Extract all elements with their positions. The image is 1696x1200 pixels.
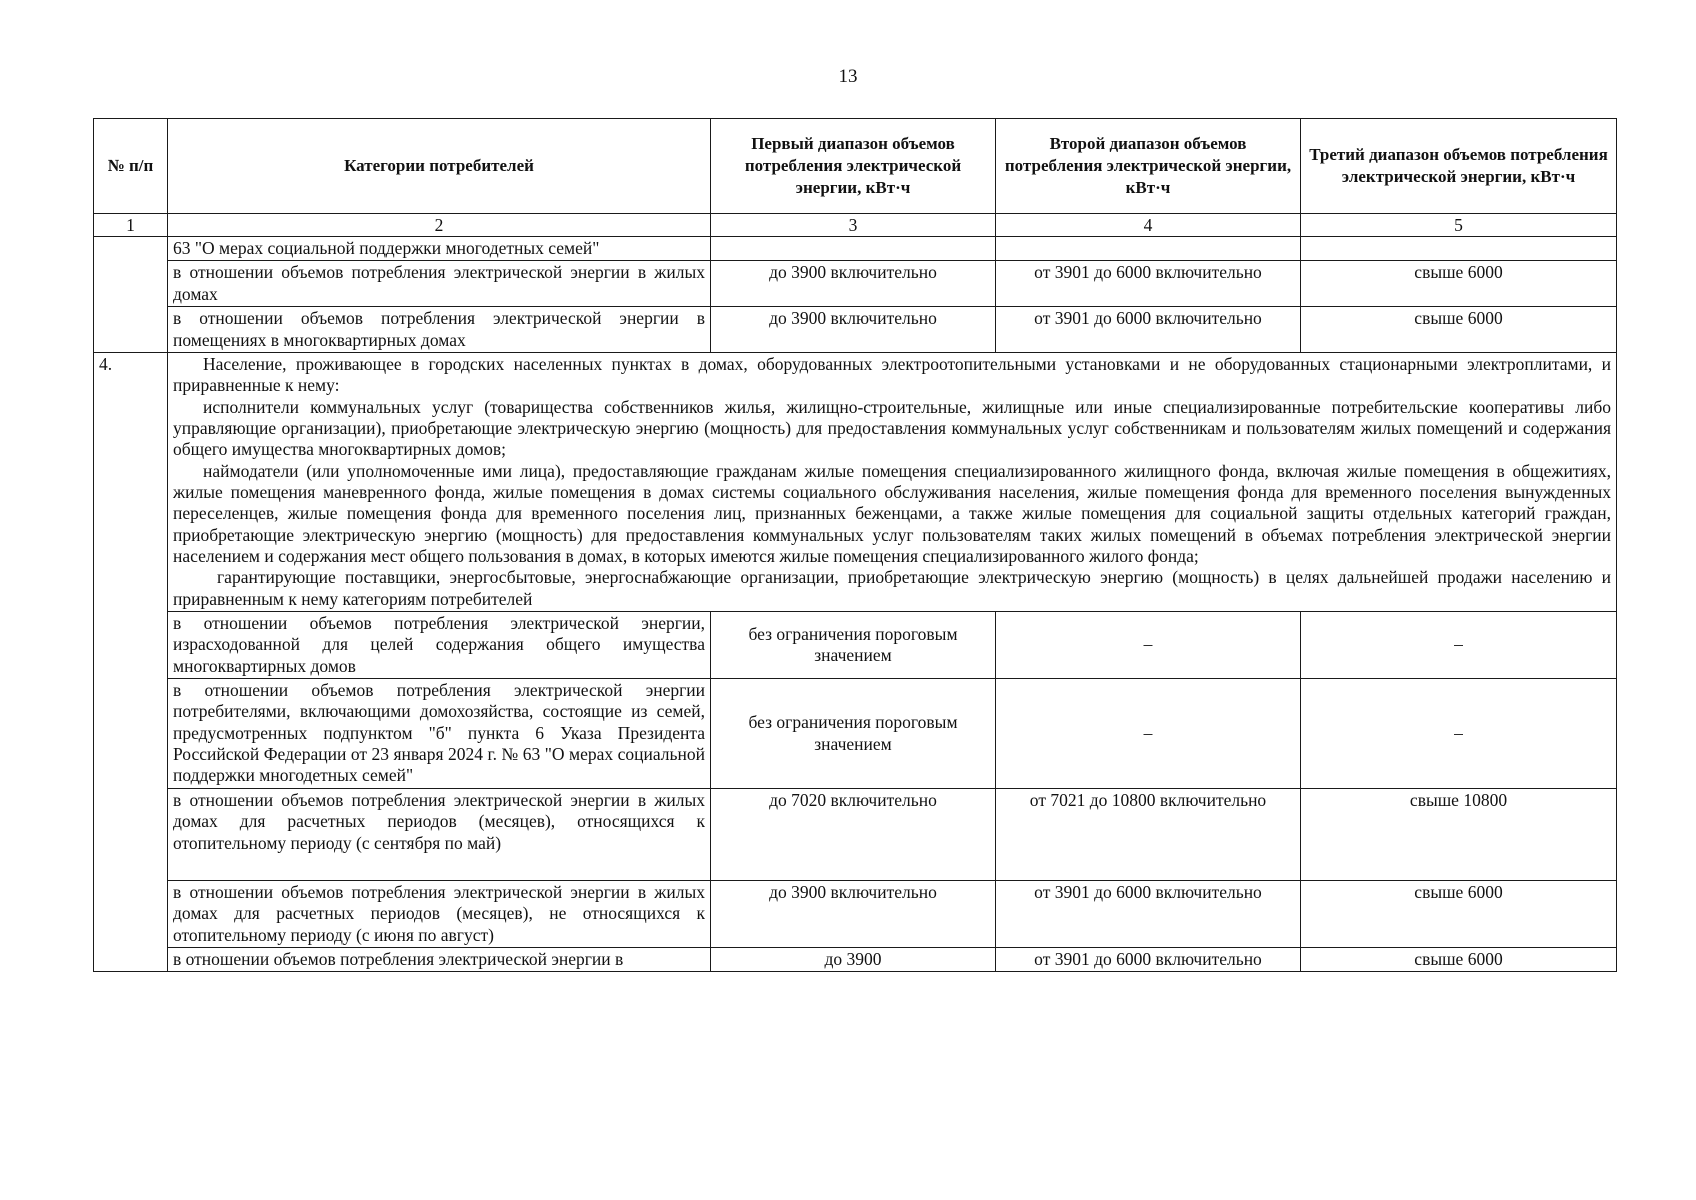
page-number: 13 xyxy=(838,66,858,87)
tariff-table xyxy=(93,118,1617,972)
second-range-cell: от 3901 до 6000 включительно xyxy=(996,307,1301,353)
column-number: 2 xyxy=(168,214,711,237)
table-header-row xyxy=(94,119,1617,214)
first-range-cell: до 7020 включительно xyxy=(711,789,996,881)
group-paragraph: гарантирующие поставщики, энергосбытовые, энергоснабжающие организации, приобретающие электрическую энергию (мощность) в целях дальнейшей продажи населению и приравненным к нему категориям потребителей xyxy=(173,567,1611,609)
group-header-row xyxy=(94,352,1617,611)
group-paragraph: исполнители коммунальных услуг (товарищества собственников жилья, жилищно-строительные, жилищные или иные специализированные потребительские кооперативы либо управляющие организации), приобретающие электрическую энергию (мощность) для предоставления коммунальных услуг собственникам и пользователям жилых помещений и содержания общего имущества многоквартирных домов; xyxy=(173,396,1611,460)
column-number: 1 xyxy=(94,214,168,237)
third-range-cell: свыше 10800 xyxy=(1301,789,1617,881)
third-range-cell: свыше 6000 xyxy=(1301,948,1617,972)
table-row xyxy=(94,789,1617,881)
first-range-cell: до 3900 включительно xyxy=(711,307,996,353)
second-range-cell xyxy=(996,237,1301,261)
header-second-range: Второй диапазон объемов потребления электрической энергии, кВт·ч xyxy=(996,119,1301,214)
header-third-range: Третий диапазон объемов потребления электрической энергии, кВт·ч xyxy=(1301,119,1617,214)
second-range-cell: – xyxy=(996,679,1301,789)
number-cell xyxy=(94,237,168,353)
group-paragraph: Население, проживающее в городских населенных пунктах в домах, оборудованных электроотопительными установками и не оборудованных стационарными электроплитами, и приравненные к нему: xyxy=(173,353,1611,396)
table-row xyxy=(94,611,1617,678)
column-number: 5 xyxy=(1301,214,1617,237)
first-range-cell: до 3900 включительно xyxy=(711,261,996,307)
third-range-cell: – xyxy=(1301,679,1617,789)
header-first-range: Первый диапазон объемов потребления электрической энергии, кВт·ч xyxy=(711,119,996,214)
column-number-row xyxy=(94,214,1617,237)
category-cell: в отношении объемов потребления электрической энергии, израсходованной для целей содержания общего имущества многоквартирных домов xyxy=(168,611,711,678)
table-row xyxy=(94,948,1617,972)
header-number: № п/п xyxy=(94,119,168,214)
third-range-cell: свыше 6000 xyxy=(1301,881,1617,948)
group-number: 4. xyxy=(94,352,168,972)
table-row xyxy=(94,237,1617,261)
group-description xyxy=(168,352,1617,611)
first-range-cell: без ограничения пороговым значением xyxy=(711,611,996,678)
table-row xyxy=(94,261,1617,307)
first-range-cell xyxy=(711,237,996,261)
category-cell: в отношении объемов потребления электрической энергии потребителями, включающими домохозяйства, состоящие из семей, предусмотренных подпунктом "б" пункта 6 Указа Президента Российской Федерации от 23 января 2024 г. № 63 "О мерах социальной поддержки многодетных семей" xyxy=(168,679,711,789)
third-range-cell: – xyxy=(1301,611,1617,678)
second-range-cell: от 3901 до 6000 включительно xyxy=(996,881,1301,948)
second-range-cell: – xyxy=(996,611,1301,678)
header-category: Категории потребителей xyxy=(168,119,711,214)
table-row xyxy=(94,679,1617,789)
table-row xyxy=(94,307,1617,353)
third-range-cell xyxy=(1301,237,1617,261)
category-cell: в отношении объемов потребления электрической энергии в жилых домах xyxy=(168,261,711,307)
second-range-cell: от 7021 до 10800 включительно xyxy=(996,789,1301,881)
category-cell: в отношении объемов потребления электрической энергии в помещениях в многоквартирных домах xyxy=(168,307,711,353)
category-cell: в отношении объемов потребления электрической энергии в жилых домах для расчетных периодов (месяцев), относящихся к отопительному периоду (с сентября по май) xyxy=(168,789,711,881)
group-paragraph: наймодатели (или уполномоченные ими лица), предоставляющие гражданам жилые помещения специализированного жилищного фонда, включая жилые помещения в общежитиях, жилые помещения маневренного фонда, жилые помещения в домах системы социального обслуживания населения, жилые помещения фонда для временного поселения вынужденных переселенцев, жилые помещения фонда для временного поселения лиц, признанных беженцами, а также жилые помещения для социальной защиты отдельных категорий граждан, приобретающие электрическую энергию (мощность) для предоставления коммунальных услуг пользователям таких жилых помещений в объемах потребления электрической энергии населением и содержания мест общего пользования в домах, в которых имеются жилые помещения специализированного жилого фонда; xyxy=(173,460,1611,566)
second-range-cell: от 3901 до 6000 включительно xyxy=(996,948,1301,972)
column-number: 4 xyxy=(996,214,1301,237)
category-cell: в отношении объемов потребления электрической энергии в жилых домах для расчетных периодов (месяцев), не относящихся к отопительному периоду (с июня по август) xyxy=(168,881,711,948)
first-range-cell: без ограничения пороговым значением xyxy=(711,679,996,789)
first-range-cell: до 3900 xyxy=(711,948,996,972)
category-cell: в отношении объемов потребления электрической энергии в xyxy=(168,948,711,972)
category-cell: 63 "О мерах социальной поддержки многодетных семей" xyxy=(168,237,711,261)
third-range-cell: свыше 6000 xyxy=(1301,307,1617,353)
column-number: 3 xyxy=(711,214,996,237)
first-range-cell: до 3900 включительно xyxy=(711,881,996,948)
table-row xyxy=(94,881,1617,948)
third-range-cell: свыше 6000 xyxy=(1301,261,1617,307)
second-range-cell: от 3901 до 6000 включительно xyxy=(996,261,1301,307)
